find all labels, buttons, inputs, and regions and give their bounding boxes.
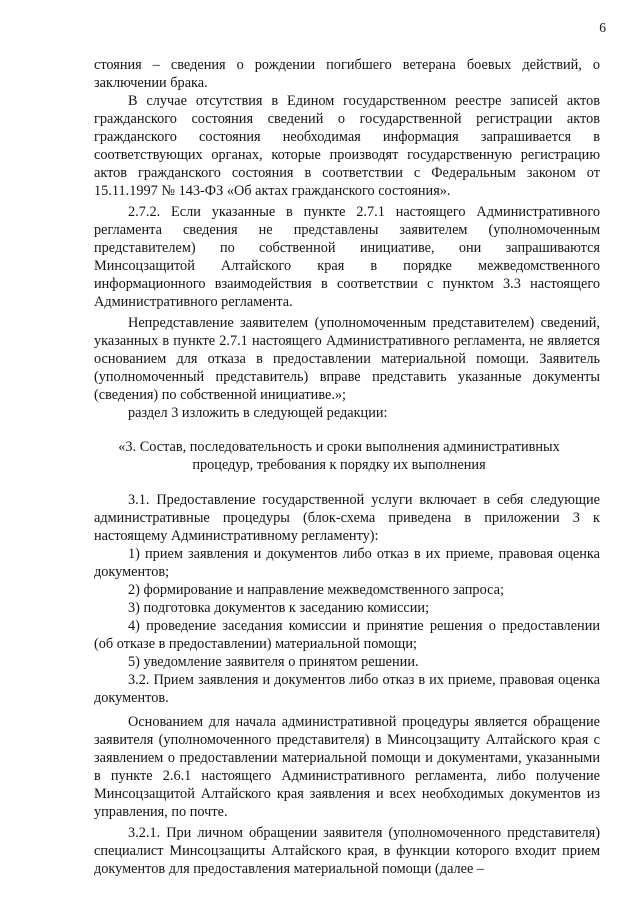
paragraph-non-submission: Непредставление заявителем (уполномоченным представителем) сведений, указанных в пункте 2.7.1 настоящего Административного регламента, не является основанием для отказа в предоставлении материальной помощи. Заявитель (уполномоченный представитель) вправе представить указанные документы (сведения) по собственной инициативе.»; xyxy=(94,315,600,403)
document-body xyxy=(94,56,600,878)
list-item-5: 5) уведомление заявителя о принятом решении. xyxy=(128,654,419,670)
page-number: 6 xyxy=(599,20,606,35)
list-item-2: 2) формирование и направление межведомственного запроса; xyxy=(128,582,504,598)
paragraph-procedure-basis: Основанием для начала административной процедуры является обращение заявителя (уполномоченного представителя) в Минсоцзащиту Алтайского края с заявлением о предоставлении материальной помощи и документами, указанными в пункте 2.6.1 настоящего Административного регламента, либо получение Минсоцзащитой Алтайского края заявления и всех необходимых документов из управления, по почте. xyxy=(94,714,600,820)
paragraph-section-3-intro: раздел 3 изложить в следующей редакции: xyxy=(128,405,388,421)
paragraph-3-2: 3.2. Прием заявления и документов либо отказ в их приеме, правовая оценка документов. xyxy=(94,672,600,706)
list-item-1: 1) прием заявления и документов либо отказ в их приеме, правовая оценка документов; xyxy=(94,546,600,580)
list-item-3: 3) подготовка документов к заседанию комиссии; xyxy=(128,600,430,616)
section-3-heading: «3. Состав, последовательность и сроки выполнения административных процедур, требования к порядку их выполнения xyxy=(118,439,560,473)
list-item-4: 4) проведение заседания комиссии и принятие решения о предоставлении (об отказе в предоставлении) материальной помощи; xyxy=(94,618,600,652)
paragraph-civil-registry: В случае отсутствия в Едином государственном реестре записей актов гражданского состояния сведений о государственной регистрации актов гражданского состояния необходимая информация запрашивается в соответствующих органах, которые производят государственную регистрацию актов гражданского состояния в соответствии с Федеральным законом от 15.11.1997 № 143-ФЗ «Об актах гражданского состояния». xyxy=(94,93,600,199)
paragraph-3-1: 3.1. Предоставление государственной услуги включает в себя следующие административные процедуры (блок-схема приведена в приложении 3 к настоящему Административному регламенту): xyxy=(94,492,600,544)
paragraph-2-7-2: 2.7.2. Если указанные в пункте 2.7.1 настоящего Административного регламента сведения не представлены заявителем (уполномоченным представителем) по собственной инициативе, они запрашиваются Минсоцзащитой Алтайского края в порядке межведомственного информационного взаимодействия в соответствии с пунктом 3.3 настоящего Административного регламента. xyxy=(94,204,600,310)
paragraph-continuation: стояния – сведения о рождении погибшего ветерана боевых действий, о заключении брака. xyxy=(94,57,600,91)
paragraph-3-2-1: 3.2.1. При личном обращении заявителя (уполномоченного представителя) специалист Минсоцзащиты Алтайского края, в функции которого входит прием документов для предоставления материальной помощи (далее – xyxy=(94,825,600,877)
